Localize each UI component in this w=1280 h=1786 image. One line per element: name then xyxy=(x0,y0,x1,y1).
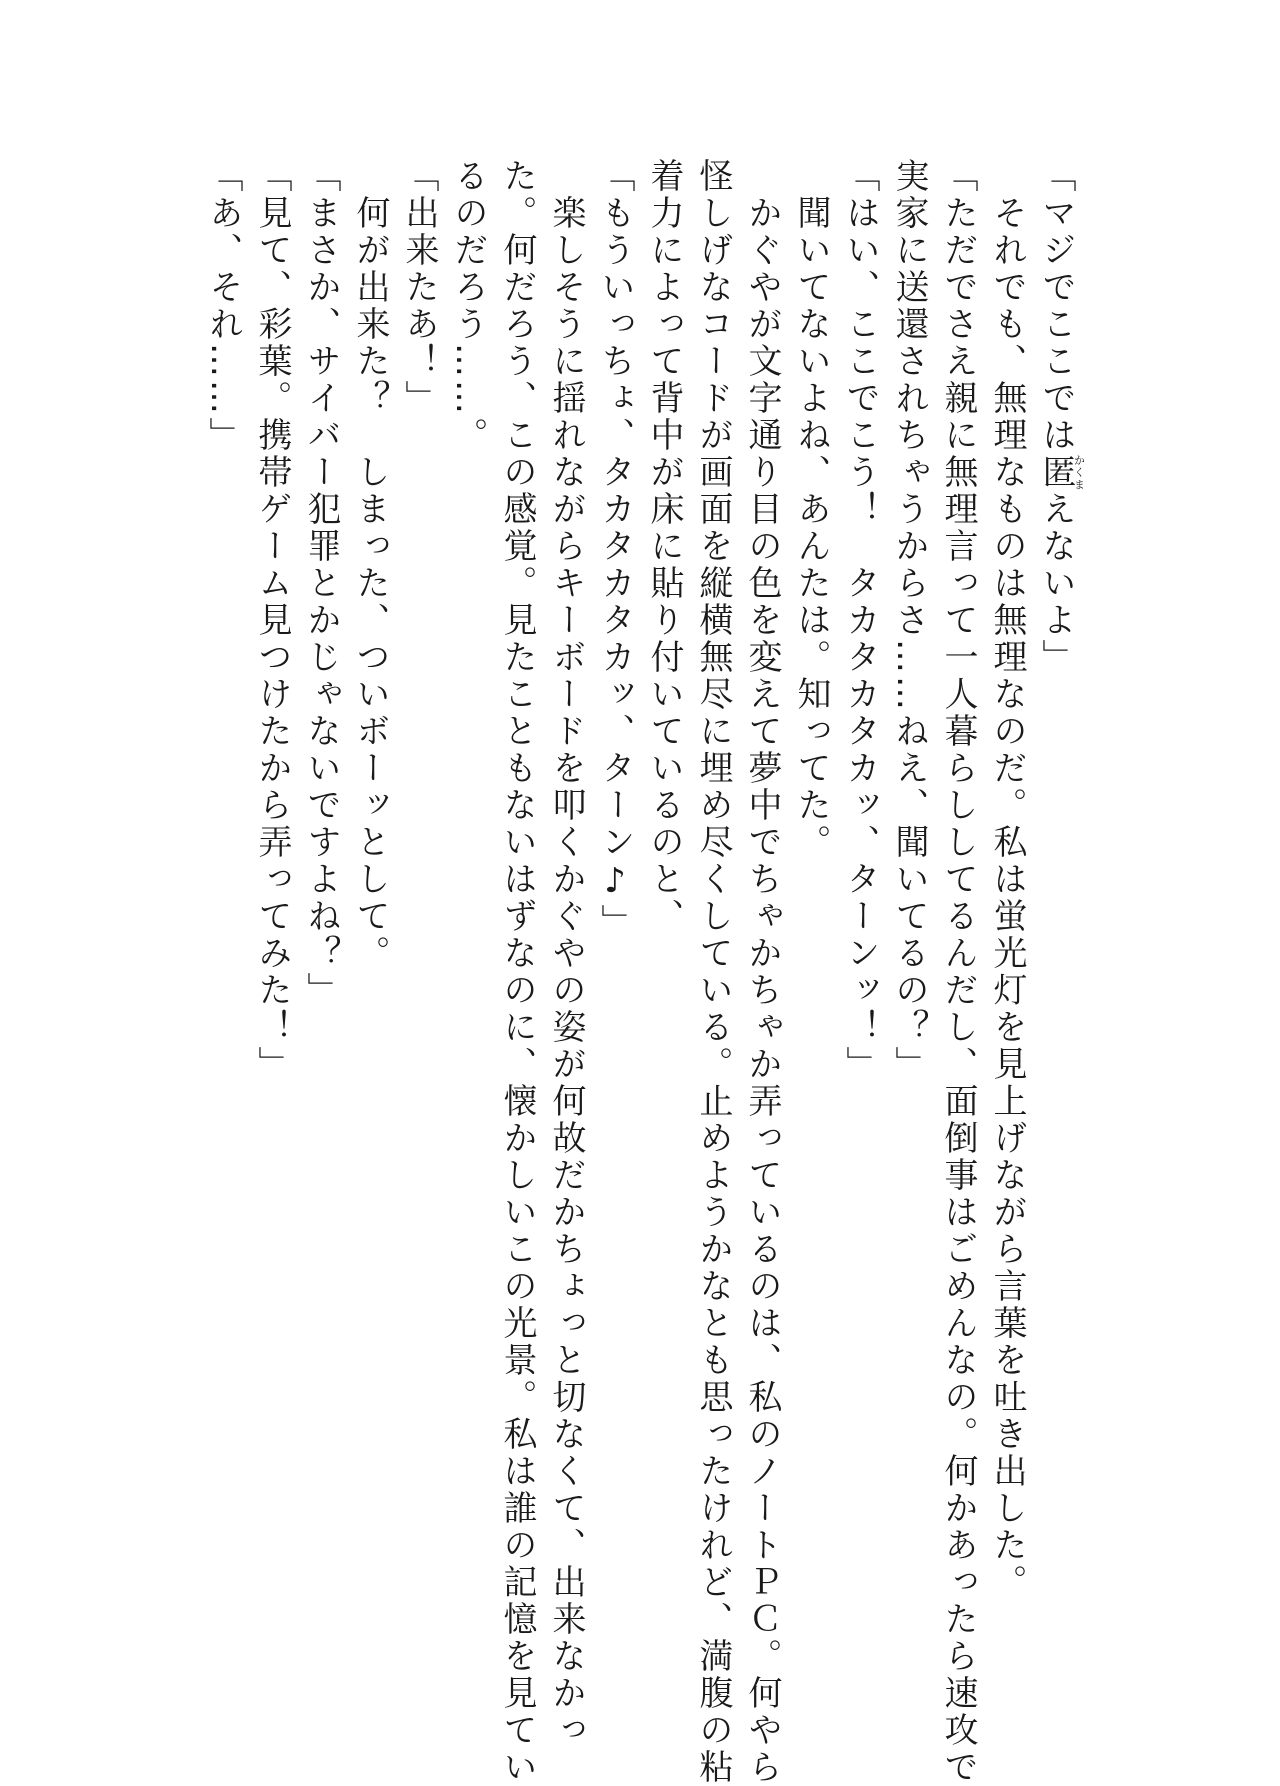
vertical-text-body xyxy=(198,158,1086,1786)
text-line-18: 「あ、それ……」 xyxy=(203,158,243,454)
text-line-5: 「はい、ここでこう！ タカタカタカッ、ターンッ！」 xyxy=(840,158,880,1083)
text-line-7: かぐやが文字通り目の色を変えて夢中でちゃかちゃか弄っているのは、私のノートＰＣ。何やら xyxy=(742,158,782,1786)
text-line-16: 「まさか、サイバー犯罪とかじゃないですよね？」 xyxy=(301,158,341,1009)
text-line-2: それでも、無理なものは無理なのだ。私は蛍光灯を見上げながら言葉を吐き出した。 xyxy=(987,158,1027,1601)
text-line-1: 「マジでここでは匿かくまえないよ」 xyxy=(1036,158,1086,676)
text-line-4: 実家に送還されちゃうからさ……ねえ、聞いてるの？」 xyxy=(889,158,929,1083)
text-line-6: 聞いてないよね、あんたは。知ってた。 xyxy=(791,158,831,861)
text-line-8: 怪しげなコードが画面を縦横無尽に埋め尽くしている。止めようかなとも思ったけれど、満腹の粘 xyxy=(693,158,733,1786)
text-line-10: 「もういっちょ、タカタカタカッ、ターン♪」 xyxy=(595,158,635,941)
ruby-base: 匿 xyxy=(1036,454,1076,491)
text-line-3: 「ただでさえ親に無理言って一人暮らししてるんだし、面倒事はごめんなの。何かあったら速攻で xyxy=(938,158,978,1786)
text-line-9: 着力によって背中が床に貼り付いているのと、 xyxy=(644,158,684,935)
text-line-13: るのだろう……。 xyxy=(448,158,488,454)
text-line-14: 「出来たあ！」 xyxy=(399,158,439,417)
ruby-word xyxy=(1036,454,1086,491)
text-line-11: 楽しそうに揺れながらキーボードを叩くかぐやの姿が何故だかちょっと切なくて、出来なかっ xyxy=(546,158,586,1749)
ruby-reading: かくま xyxy=(1072,454,1086,491)
text-line-17: 「見て、彩葉。携帯ゲーム見つけたから弄ってみた！」 xyxy=(252,158,292,1083)
text-line-15: 何が出来た？ しまった、ついボーッとして。 xyxy=(350,158,390,972)
text-line-12: た。何だろう、この感覚。見たこともないはずなのに、懐かしいこの光景。私は誰の記憶を見てい xyxy=(497,158,537,1786)
